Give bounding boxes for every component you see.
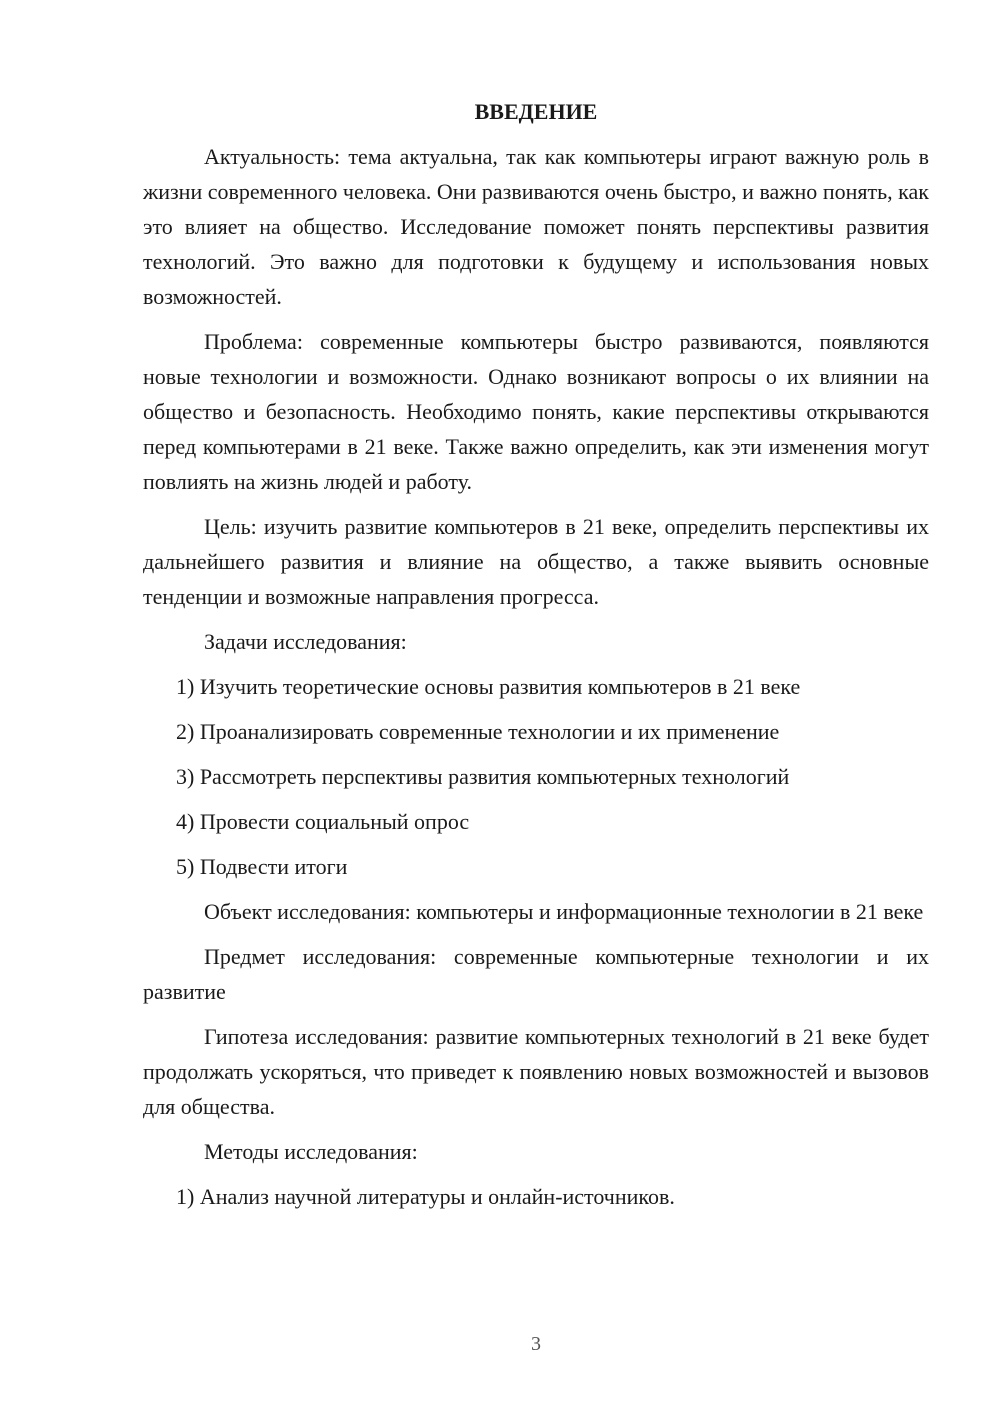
goal-paragraph: Цель: изучить развитие компьютеров в 21 веке, определить перспективы их дальнейшего развития и влияние на общество, а также выявить основные тенденции и возможные направления прогресса.: [143, 514, 929, 609]
list-item: 4) Провести социальный опрос: [176, 809, 470, 834]
tasks-label: Задачи исследования:: [204, 629, 407, 654]
list-item: 5) Подвести итоги: [176, 854, 348, 879]
page-number: 3: [531, 1333, 541, 1355]
list-item: 1) Изучить теоретические основы развития компьютеров в 21 веке: [176, 674, 801, 699]
object-paragraph: Объект исследования: компьютеры и информационные технологии в 21 веке: [204, 899, 924, 924]
subject-paragraph: Предмет исследования: современные компьютерные технологии и их развитие: [143, 944, 929, 1004]
tasks-list: [143, 669, 929, 884]
methods-list: [143, 1179, 929, 1214]
relevance-paragraph: Актуальность: тема актуальна, так как компьютеры играют важную роль в жизни современного человека. Они развиваются очень быстро, и важно понять, как это влияет на общество. Исследование поможет понять перспективы развития технологий. Это важно для подготовки к будущему и использования новых возможностей.: [143, 144, 929, 309]
list-item: 1) Анализ научной литературы и онлайн-источников.: [176, 1184, 675, 1209]
problem-paragraph: Проблема: современные компьютеры быстро развиваются, появляются новые технологии и возможности. Однако возникают вопросы о их влиянии на общество и безопасность. Необходимо понять, какие перспективы открываются перед компьютерами в 21 веке. Также важно определить, как эти изменения могут повлиять на жизнь людей и работу.: [143, 329, 929, 494]
hypothesis-paragraph: Гипотеза исследования: развитие компьютерных технологий в 21 веке будет продолжать ускоряться, что приведет к появлению новых возможностей и вызовов для общества.: [143, 1024, 929, 1119]
methods-label: Методы исследования:: [204, 1139, 418, 1164]
section-heading: ВВЕДЕНИЕ: [474, 99, 598, 124]
list-item: 2) Проанализировать современные технологии и их применение: [176, 719, 780, 744]
document-page: [143, 94, 929, 1224]
list-item: 3) Рассмотреть перспективы развития компьютерных технологий: [176, 764, 790, 789]
